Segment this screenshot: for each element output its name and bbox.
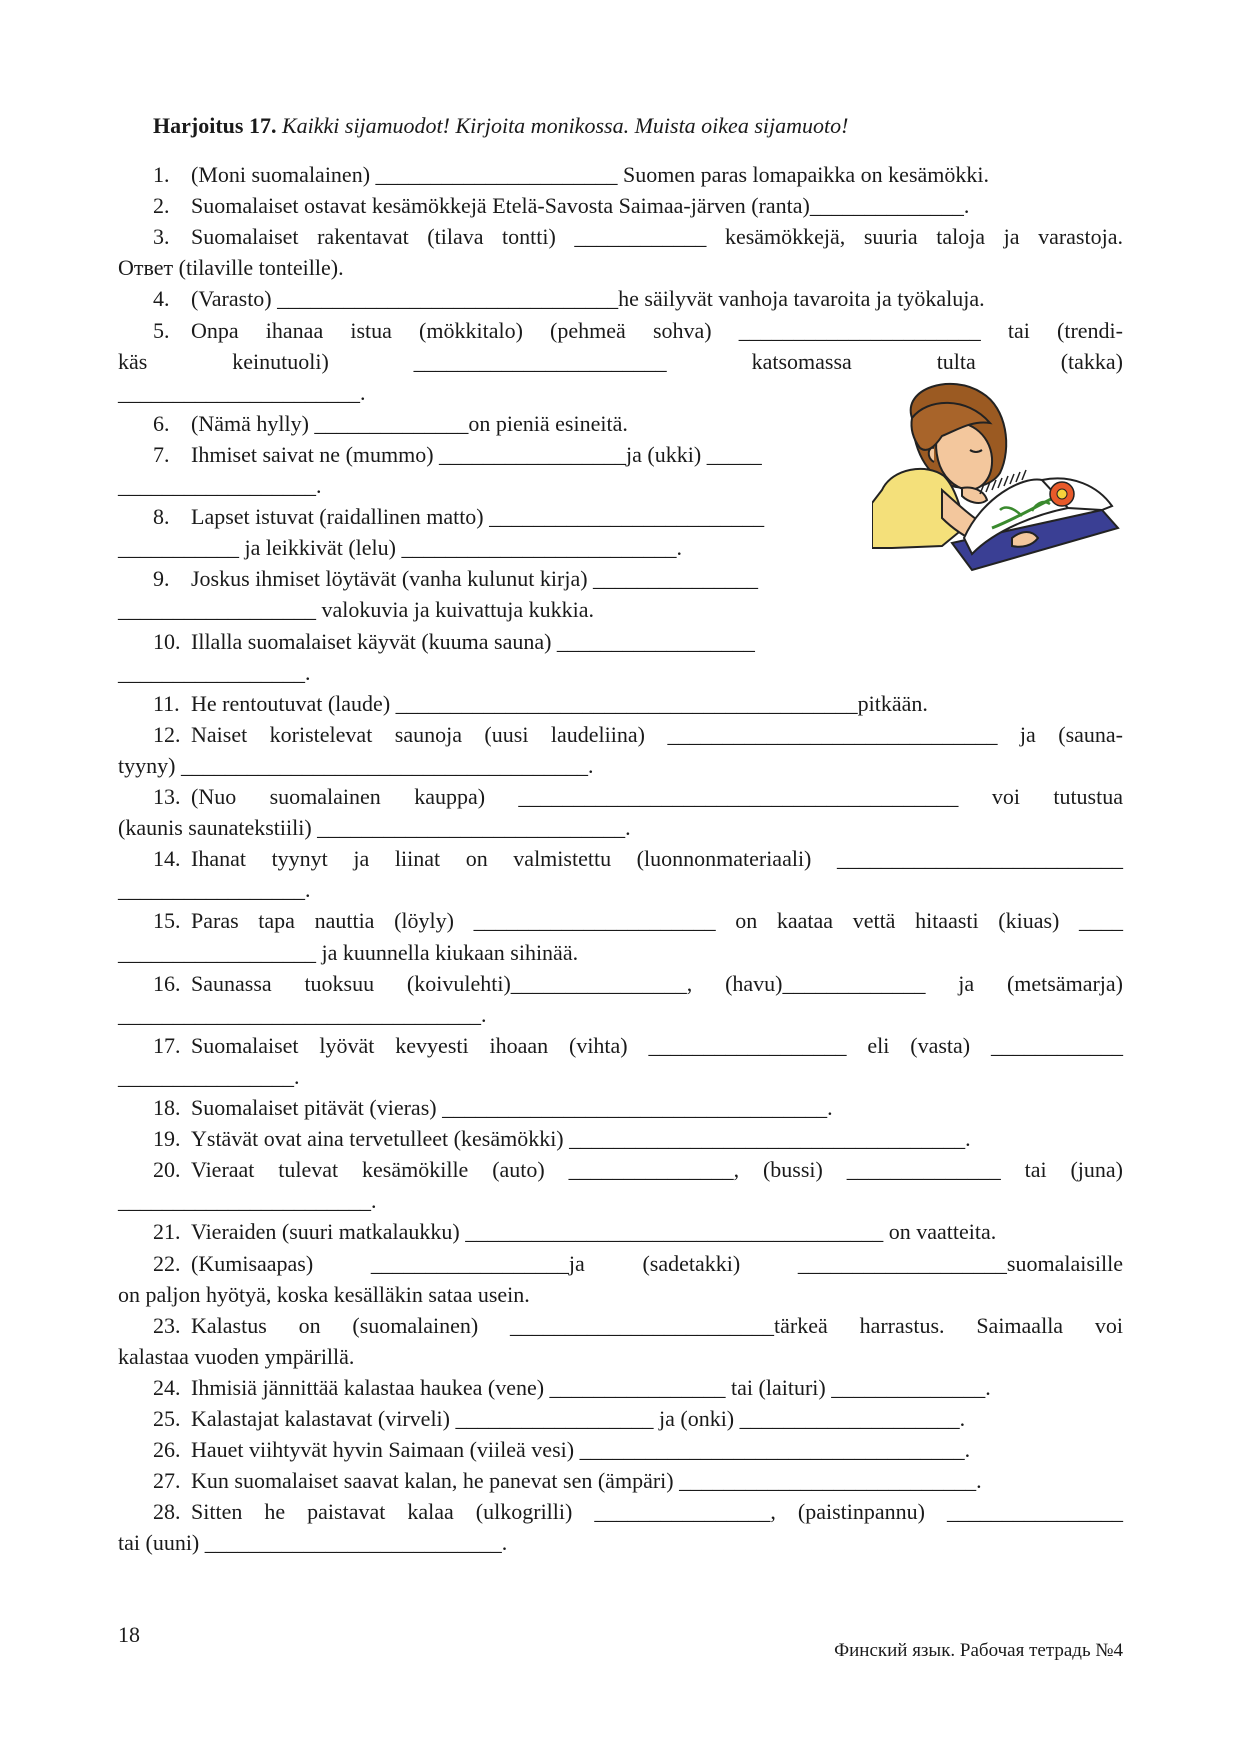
item-text: _________________________________. bbox=[118, 1001, 487, 1027]
exercise-item-continuation bbox=[118, 1528, 507, 1558]
item-number: 1. bbox=[153, 162, 170, 187]
item-number: 24. bbox=[153, 1374, 181, 1400]
item-text: Kalastajat kalastavat (virveli) __________________ ja (onki) ____________________. bbox=[191, 1406, 966, 1431]
item-text: Onpa ihanaa istua (mökkitalo) (pehmeä sohva) ______________________ tai (trendi- bbox=[191, 317, 1123, 343]
item-number: 22. bbox=[153, 1250, 181, 1276]
exercise-item bbox=[153, 160, 989, 190]
item-number: 16. bbox=[153, 970, 181, 996]
exercise-item-continuation bbox=[118, 253, 344, 283]
item-number: 2. bbox=[153, 193, 170, 219]
exercise-item bbox=[153, 1031, 1123, 1061]
item-number: 5. bbox=[153, 317, 170, 343]
exercise-item bbox=[153, 1404, 965, 1434]
item-number: 23. bbox=[153, 1312, 181, 1338]
item-text: Vieraiden (suuri matkalaukku) ______________________________________ on vaatteita. bbox=[191, 1219, 997, 1245]
exercise-item bbox=[153, 782, 1123, 812]
exercise-item-continuation bbox=[118, 813, 631, 843]
item-text: ______________________. bbox=[118, 379, 366, 405]
item-text: Suomalaiset rakentavat (tilava tontti) ____________ kesämökkejä, suuria taloja ja varastoja. bbox=[191, 224, 1123, 250]
item-text: tai (uuni) ___________________________. bbox=[118, 1530, 508, 1556]
exercise-item bbox=[153, 191, 969, 221]
page-number: 18 bbox=[118, 1622, 140, 1647]
item-text: (Nuo suomalainen kauppa) ________________________________________ voi tutustua bbox=[191, 784, 1123, 809]
item-text: Ihmiset saivat ne (mummo) _________________ja (ukki) _____ bbox=[191, 441, 762, 467]
item-number: 18. bbox=[153, 1095, 181, 1120]
exercise-item bbox=[153, 409, 628, 439]
item-text: tyyny) _____________________________________. bbox=[118, 752, 594, 778]
exercise-item-continuation bbox=[118, 658, 311, 688]
exercise-item bbox=[153, 1217, 996, 1247]
item-number: 15. bbox=[153, 908, 181, 934]
item-text: on paljon hyötyä, koska kesälläkin sataa usein. bbox=[118, 1281, 530, 1307]
exercise-item-continuation bbox=[118, 875, 311, 905]
item-number: 21. bbox=[153, 1219, 181, 1245]
exercise-item bbox=[153, 906, 1123, 936]
item-number: 4. bbox=[153, 286, 170, 312]
exercise-item bbox=[153, 1497, 1123, 1527]
item-number: 14. bbox=[153, 846, 181, 872]
item-number: 8. bbox=[153, 504, 170, 530]
item-text: Ответ (tilaville tonteille). bbox=[118, 255, 344, 281]
exercise-item bbox=[153, 689, 928, 719]
item-number: 13. bbox=[153, 784, 181, 809]
exercise-item-continuation bbox=[118, 533, 682, 563]
item-number: 25. bbox=[153, 1406, 181, 1431]
exercise-item bbox=[153, 222, 1123, 252]
item-number: 3. bbox=[153, 224, 170, 250]
item-text: Naiset koristelevat saunoja (uusi laudeliina) ______________________________ ja (sauna- bbox=[191, 721, 1123, 747]
item-text: _______________________. bbox=[118, 1188, 377, 1214]
exercise-item bbox=[153, 1093, 833, 1123]
item-text: käs keinutuoli) _______________________ katsomassa tultа (takka) bbox=[118, 348, 1123, 374]
exercise-item bbox=[153, 720, 1123, 750]
item-text: Ihanat tyynyt ja liinat on valmistettu (luonnonmateriaali) __________________________ bbox=[191, 846, 1123, 872]
item-text: _________________. bbox=[118, 877, 311, 903]
exercise-item bbox=[153, 564, 758, 594]
exercise-item bbox=[153, 502, 764, 532]
item-text: __________________ ja kuunnella kiukaan sihinää. bbox=[118, 939, 579, 965]
item-text: He rentoutuvat (laude) __________________________________________pitkään. bbox=[191, 690, 928, 716]
item-text: __________________. bbox=[118, 473, 322, 498]
item-text: Vieraat tulevat kesämökille (auto) _______________, (bussi) ______________ tai (juna) bbox=[191, 1157, 1123, 1183]
exercise-item-continuation bbox=[118, 1280, 530, 1310]
exercise-item-continuation bbox=[118, 1342, 354, 1372]
item-text: Ihmisiä jännittää kalastaa haukea (vene) ________________ tai (laituri) ______________. bbox=[191, 1374, 991, 1400]
exercise-item-continuation bbox=[118, 1186, 377, 1216]
item-number: 27. bbox=[153, 1468, 181, 1494]
exercise-item-continuation bbox=[118, 347, 1123, 377]
item-number: 6. bbox=[153, 410, 170, 436]
item-text: kalastaa vuoden ympärillä. bbox=[118, 1343, 355, 1369]
item-text: Kun suomalaiset saavat kalan, he panevat sen (ämpäri) ___________________________. bbox=[191, 1468, 982, 1494]
item-text: Suomalaiset ostavat kesämökkejä Etelä-Savosta Saimaa-järven (ranta)______________. bbox=[191, 193, 970, 219]
exercise-item-continuation bbox=[118, 938, 578, 968]
exercise-item bbox=[153, 1124, 971, 1154]
item-text: ___________ ja leikkivät (lelu) _________________________. bbox=[118, 535, 682, 561]
exercise-item bbox=[153, 844, 1123, 874]
book-title: Финский язык. Рабочая тетрадь №4 bbox=[834, 1640, 1123, 1661]
item-number: 11. bbox=[153, 690, 180, 716]
item-number: 7. bbox=[153, 441, 170, 467]
item-number: 9. bbox=[153, 566, 170, 592]
item-number: 28. bbox=[153, 1499, 181, 1525]
exercise-instruction: Kaikki sijamuodot! Kirjoita monikossa. Muista oikea sijamuoto! bbox=[276, 113, 849, 138]
item-text: Paras tapa nauttia (löyly) ______________________ on kaataa vettä hitaasti (kiuas) ____ bbox=[191, 908, 1123, 934]
item-text: Kalastus on (suomalainen) ________________________tärkeä harrastus. Saimaalla voi bbox=[191, 1312, 1123, 1338]
girl-reading-book-icon bbox=[872, 378, 1126, 626]
item-text: Illalla suomalaiset käyvät (kuuma sauna) __________________ bbox=[191, 628, 755, 654]
item-text: (kaunis saunatekstiili) ____________________________. bbox=[118, 815, 631, 841]
item-text: Suomalaiset pitävät (vieras) ___________________________________. bbox=[191, 1095, 833, 1120]
exercise-item bbox=[153, 627, 755, 657]
item-text: ________________. bbox=[118, 1063, 300, 1089]
exercise-item bbox=[153, 1311, 1123, 1341]
item-text: Saunassa tuoksuu (koivulehti)________________, (havu)_____________ ja (metsämarja) bbox=[191, 970, 1123, 996]
item-number: 12. bbox=[153, 721, 181, 747]
exercise-item-continuation bbox=[118, 378, 366, 408]
item-text: (Moni suomalainen) ______________________ Suomen paras lomapaikka on kesämökki. bbox=[191, 162, 989, 187]
item-number: 26. bbox=[153, 1437, 181, 1463]
item-number: 17. bbox=[153, 1032, 181, 1058]
exercise-item bbox=[153, 1373, 991, 1403]
exercise-item-continuation bbox=[118, 1062, 300, 1092]
item-number: 20. bbox=[153, 1157, 181, 1183]
exercise-item bbox=[153, 969, 1123, 999]
item-text: Suomalaiset lyövät kevyesti ihoaan (vihta) __________________ eli (vasta) ____________ bbox=[191, 1032, 1123, 1058]
exercise-title: Harjoitus 17. bbox=[153, 113, 277, 138]
exercise-item-continuation bbox=[118, 1000, 487, 1030]
item-text: Lapset istuvat (raidallinen matto) _________________________ bbox=[191, 504, 765, 530]
item-text: Joskus ihmiset löytävät (vanha kulunut kirja) _______________ bbox=[191, 566, 759, 592]
item-text: __________________ valokuvia ja kuivattuja kukkia. bbox=[118, 597, 594, 623]
exercise-item bbox=[153, 1249, 1123, 1279]
exercise-item-continuation bbox=[118, 595, 594, 625]
exercise-item bbox=[153, 1435, 970, 1465]
exercise-heading bbox=[153, 111, 848, 141]
item-number: 10. bbox=[153, 628, 181, 654]
exercise-item bbox=[153, 1155, 1123, 1185]
item-number: 19. bbox=[153, 1126, 181, 1152]
exercise-item-continuation bbox=[118, 751, 593, 781]
item-text: (Nämä hylly) ______________on pieniä esineitä. bbox=[191, 410, 628, 436]
exercise-item bbox=[153, 316, 1123, 346]
exercise-item bbox=[153, 1466, 982, 1496]
item-text: (Kumisaapas) __________________ja (sadetakki) ___________________suomalaisille bbox=[191, 1250, 1123, 1276]
item-text: Ystävät ovat aina tervetulleet (kesämökki) ____________________________________. bbox=[191, 1126, 971, 1152]
exercise-item-continuation bbox=[118, 471, 322, 501]
exercise-item bbox=[153, 440, 762, 470]
item-text: Sitten he paistavat kalaa (ulkogrilli) ________________, (paistinpannu) ________________ bbox=[191, 1499, 1123, 1525]
item-text: _________________. bbox=[118, 659, 311, 685]
item-text: Hauet viihtyvät hyvin Saimaan (viileä vesi) ___________________________________. bbox=[191, 1437, 971, 1463]
item-text: (Varasto) _______________________________he säilyvät vanhoja tavaroita ja työkaluja. bbox=[191, 286, 985, 312]
exercise-item bbox=[153, 284, 985, 314]
